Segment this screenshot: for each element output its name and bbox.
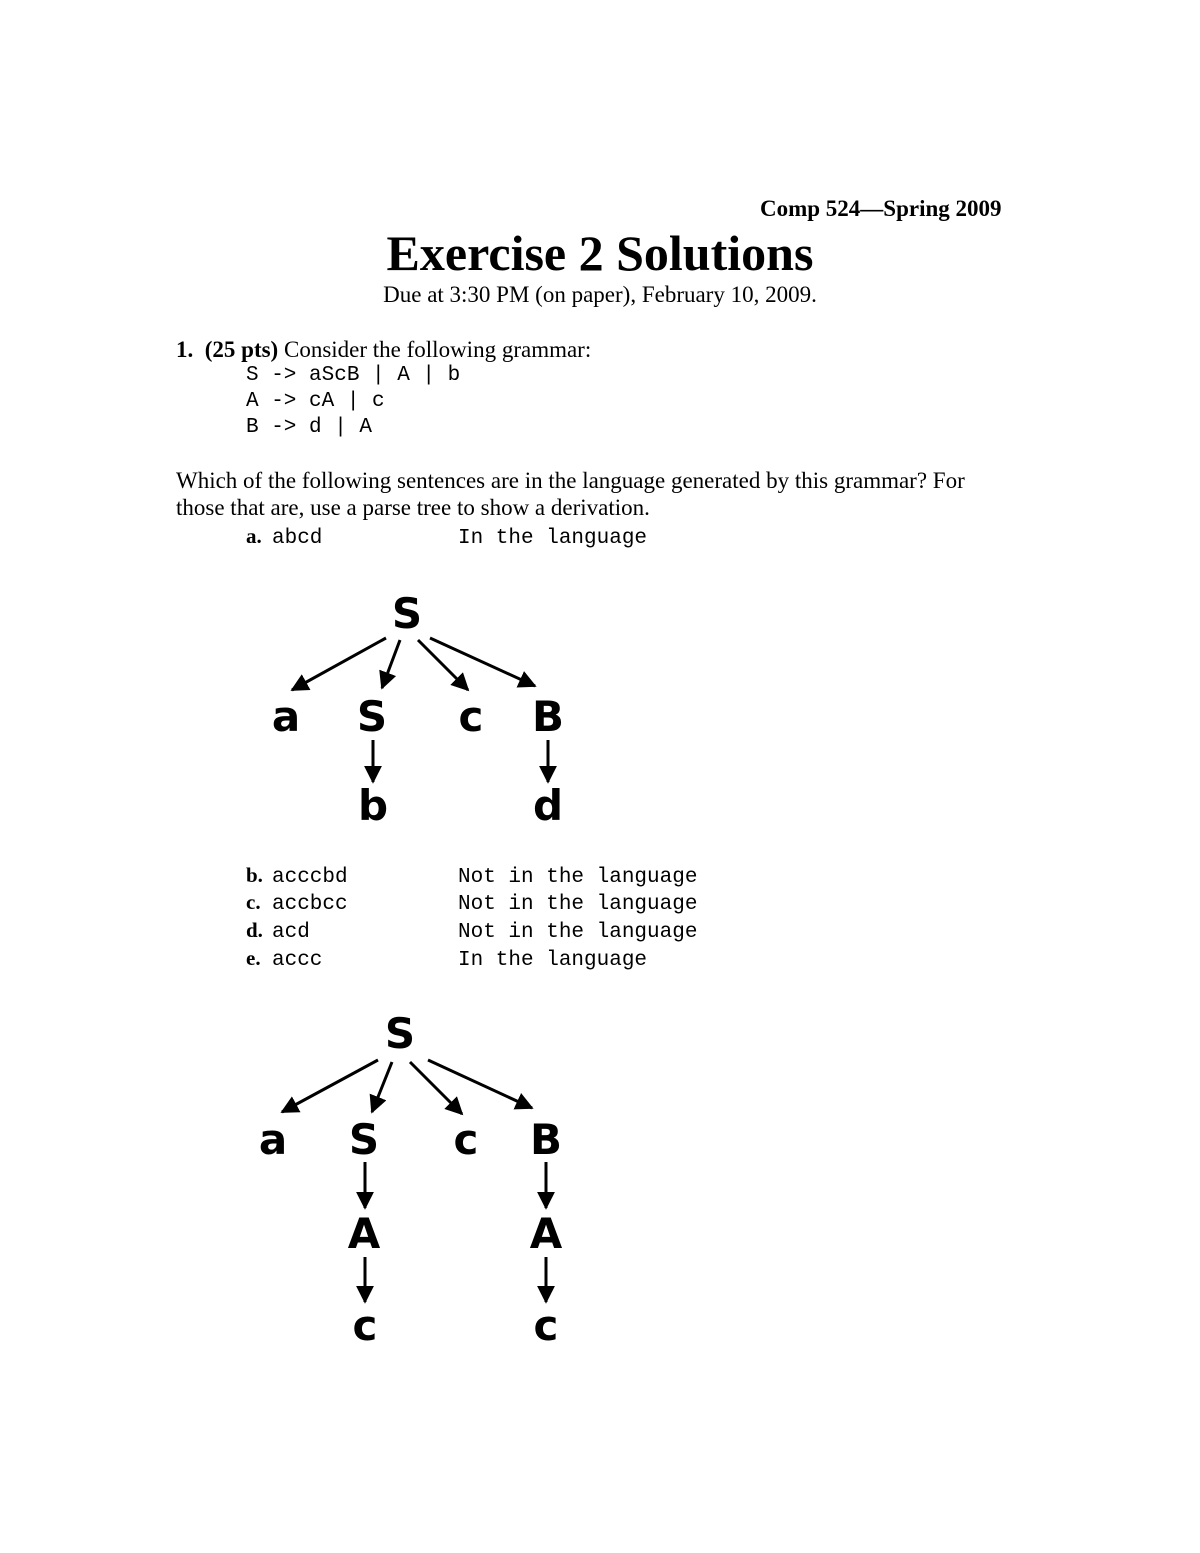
tree-e-edge (428, 1060, 532, 1108)
grammar-rule-b: B -> d | A (246, 416, 373, 439)
tree-a-child-a: a (271, 692, 301, 741)
tree-a-leaf-d: d (532, 781, 564, 830)
tree-a-child-s: S (356, 692, 388, 741)
tree-e-child-c: c (453, 1115, 479, 1164)
answer-result: Not in the language (458, 866, 698, 889)
question-points: (25 pts) (204, 337, 279, 362)
parse-tree-e (0, 1000, 700, 1360)
answer-result: Not in the language (458, 893, 698, 916)
answer-result: In the language (458, 527, 648, 550)
tree-a-edge (418, 640, 468, 690)
question-1-heading (176, 337, 591, 363)
answer-e (246, 946, 647, 974)
answer-c (246, 890, 697, 918)
tree-e-leaf-c1: c (352, 1301, 378, 1350)
answer-result: In the language (458, 949, 648, 972)
answer-b (246, 863, 697, 891)
tree-e-child-s: S (348, 1115, 380, 1164)
question-prompt: Consider the following grammar: (283, 337, 592, 362)
tree-a-child-c: c (458, 692, 484, 741)
tree-a-leaf-b: b (357, 781, 389, 830)
answer-a (246, 524, 647, 552)
tree-e-edge (410, 1062, 462, 1114)
answer-label: a. (246, 524, 262, 548)
parse-tree-a (0, 580, 700, 840)
answer-sentence: accc (272, 949, 323, 972)
tree-a-edge (382, 640, 400, 688)
answer-result: Not in the language (458, 921, 698, 944)
tree-e-child-a: a (258, 1115, 288, 1164)
tree-e-root: S (384, 1009, 416, 1058)
answer-d (246, 918, 697, 946)
tree-e-child-b: B (529, 1115, 563, 1164)
answer-label: c. (246, 890, 261, 914)
question-number: 1. (176, 337, 194, 362)
tree-e-mid-a2: A (529, 1209, 563, 1258)
answer-label: e. (246, 946, 261, 970)
question-text: Which of the following sentences are in the language generated by this grammar? For those that are, use a parse tree to show a derivation. (176, 468, 965, 520)
answer-sentence: abcd (272, 527, 323, 550)
tree-e-edge (282, 1060, 378, 1112)
answer-sentence: accbcc (272, 893, 348, 916)
answer-label: d. (246, 918, 263, 942)
tree-a-child-b: B (531, 692, 565, 741)
answer-label: b. (246, 863, 263, 887)
answer-sentence: acccbd (272, 866, 348, 889)
answer-sentence: acd (272, 921, 310, 944)
page-title: Exercise 2 Solutions (386, 225, 814, 281)
tree-a-edge (430, 638, 535, 686)
tree-a-root: S (391, 589, 423, 638)
tree-e-edge (372, 1062, 392, 1112)
grammar-rule-a: A -> cA | c (246, 390, 385, 413)
tree-e-mid-a1: A (347, 1209, 381, 1258)
course-heading: Comp 524—Spring 2009 (760, 196, 1002, 221)
tree-a-edge (292, 638, 386, 690)
grammar-rule-s: S -> aScB | A | b (246, 364, 461, 387)
tree-e-leaf-c2: c (533, 1301, 559, 1350)
due-date: Due at 3:30 PM (on paper), February 10, 2009. (383, 282, 817, 307)
